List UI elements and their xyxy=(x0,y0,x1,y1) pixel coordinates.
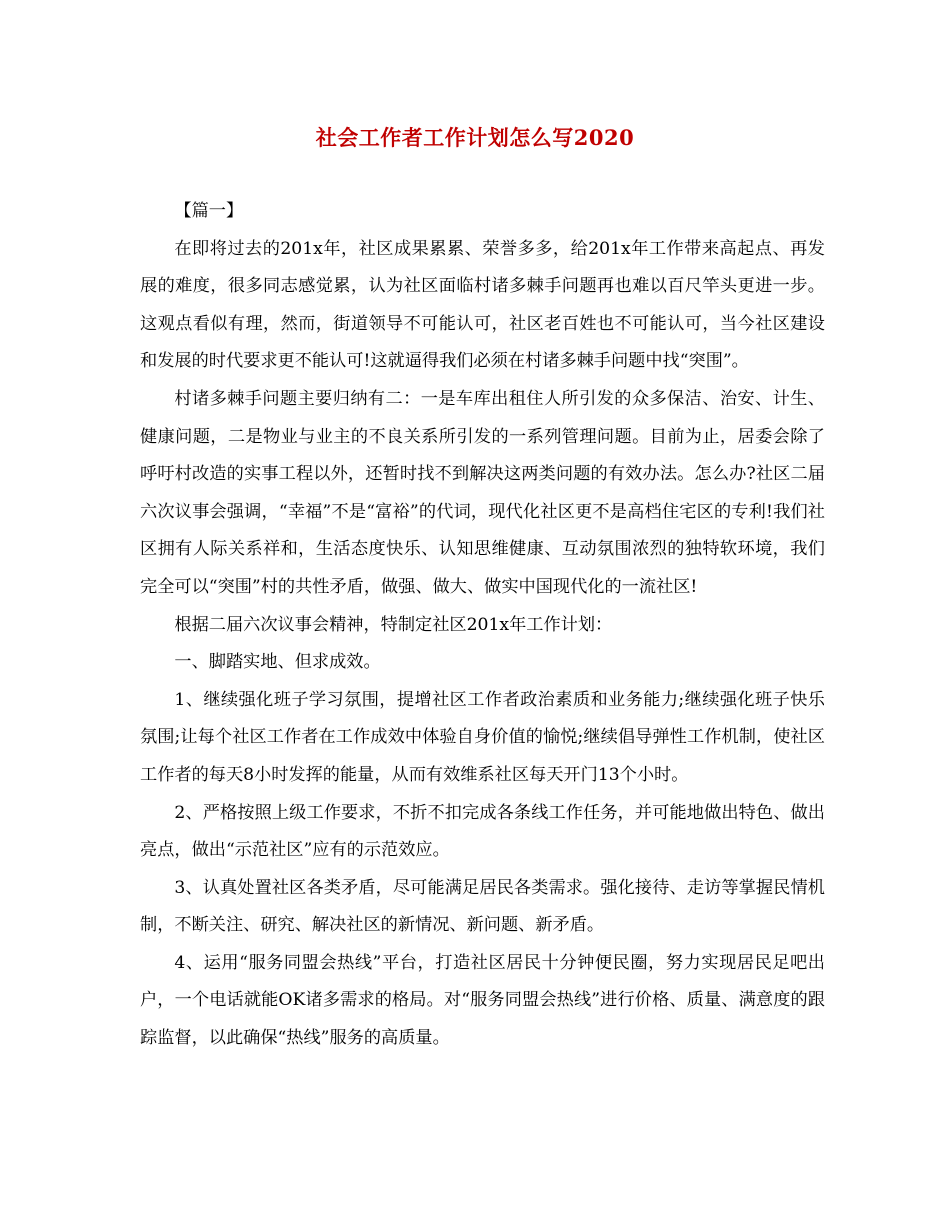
heading-part-one: 一、脚踏实地、但求成效。 xyxy=(174,652,381,673)
document-body xyxy=(140,193,825,1058)
paragraph-problems: 村诸多棘手问题主要归纳有二：一是车库出租住人所引发的众多保洁、治安、计生、健康问题，二是物业与业主的不良关系所引发的一系列管理问题。目前为止，居委会除了呼吁村改造的实事工程以外，还暂时找不到解决这两类问题的有效办法。怎么办?社区二届六次议事会强调，“幸福”不是“富裕”的代词，现代化社区更不是高档住宅区的专利!我们社区拥有人际关系祥和，生活态度快乐、认知思维健康、互动氛围浓烈的独特软环境，我们完全可以“突围”村的共性矛盾，做强、做大、做实中国现代化的一流社区! xyxy=(140,388,825,597)
list-item-1: 1、继续强化班子学习氛围，提增社区工作者政治素质和业务能力;继续强化班子快乐氛围;让每个社区工作者在工作成效中体验自身价值的愉悦;继续倡导弹性工作机制，使社区工作者的每天8小时发挥的能量，从而有效维系社区每天开门13个小时。 xyxy=(140,689,825,785)
document-title: 社会工作者工作计划怎么写2020 xyxy=(315,125,635,150)
list-item-3: 3、认真处置社区各类矛盾，尽可能满足居民各类需求。强化接待、走访等掌握民情机制，不断关注、研究、解决社区的新情况、新问题、新矛盾。 xyxy=(140,877,825,936)
paragraph-intro: 在即将过去的201x年，社区成果累累、荣誉多多，给201x年工作带来高起点、再发展的难度，很多同志感觉累，认为社区面临村诸多棘手问题再也难以百尺竿头更进一步。这观点看似有理，然而，街道领导不可能认可，社区老百姓也不可能认可，当今社区建设和发展的时代要求更不能认可!这就逼得我们必须在村诸多棘手问题中找“突围”。 xyxy=(140,238,825,372)
section-label: 【篇一】 xyxy=(174,201,244,221)
list-item-2: 2、严格按照上级工作要求，不折不扣完成各条线工作任务，并可能地做出特色、做出亮点，做出“示范社区”应有的示范效应。 xyxy=(140,802,825,861)
paragraph-plan-lead: 根据二届六次议事会精神，特制定社区201x年工作计划： xyxy=(174,614,613,635)
list-item-4: 4、运用“服务同盟会热线”平台，打造社区居民十分钟便民圈，努力实现居民足吧出户，一个电话就能OK诸多需求的格局。对“服务同盟会热线”进行价格、质量、满意度的跟踪监督，以此确保“热线”服务的高质量。 xyxy=(140,952,825,1049)
